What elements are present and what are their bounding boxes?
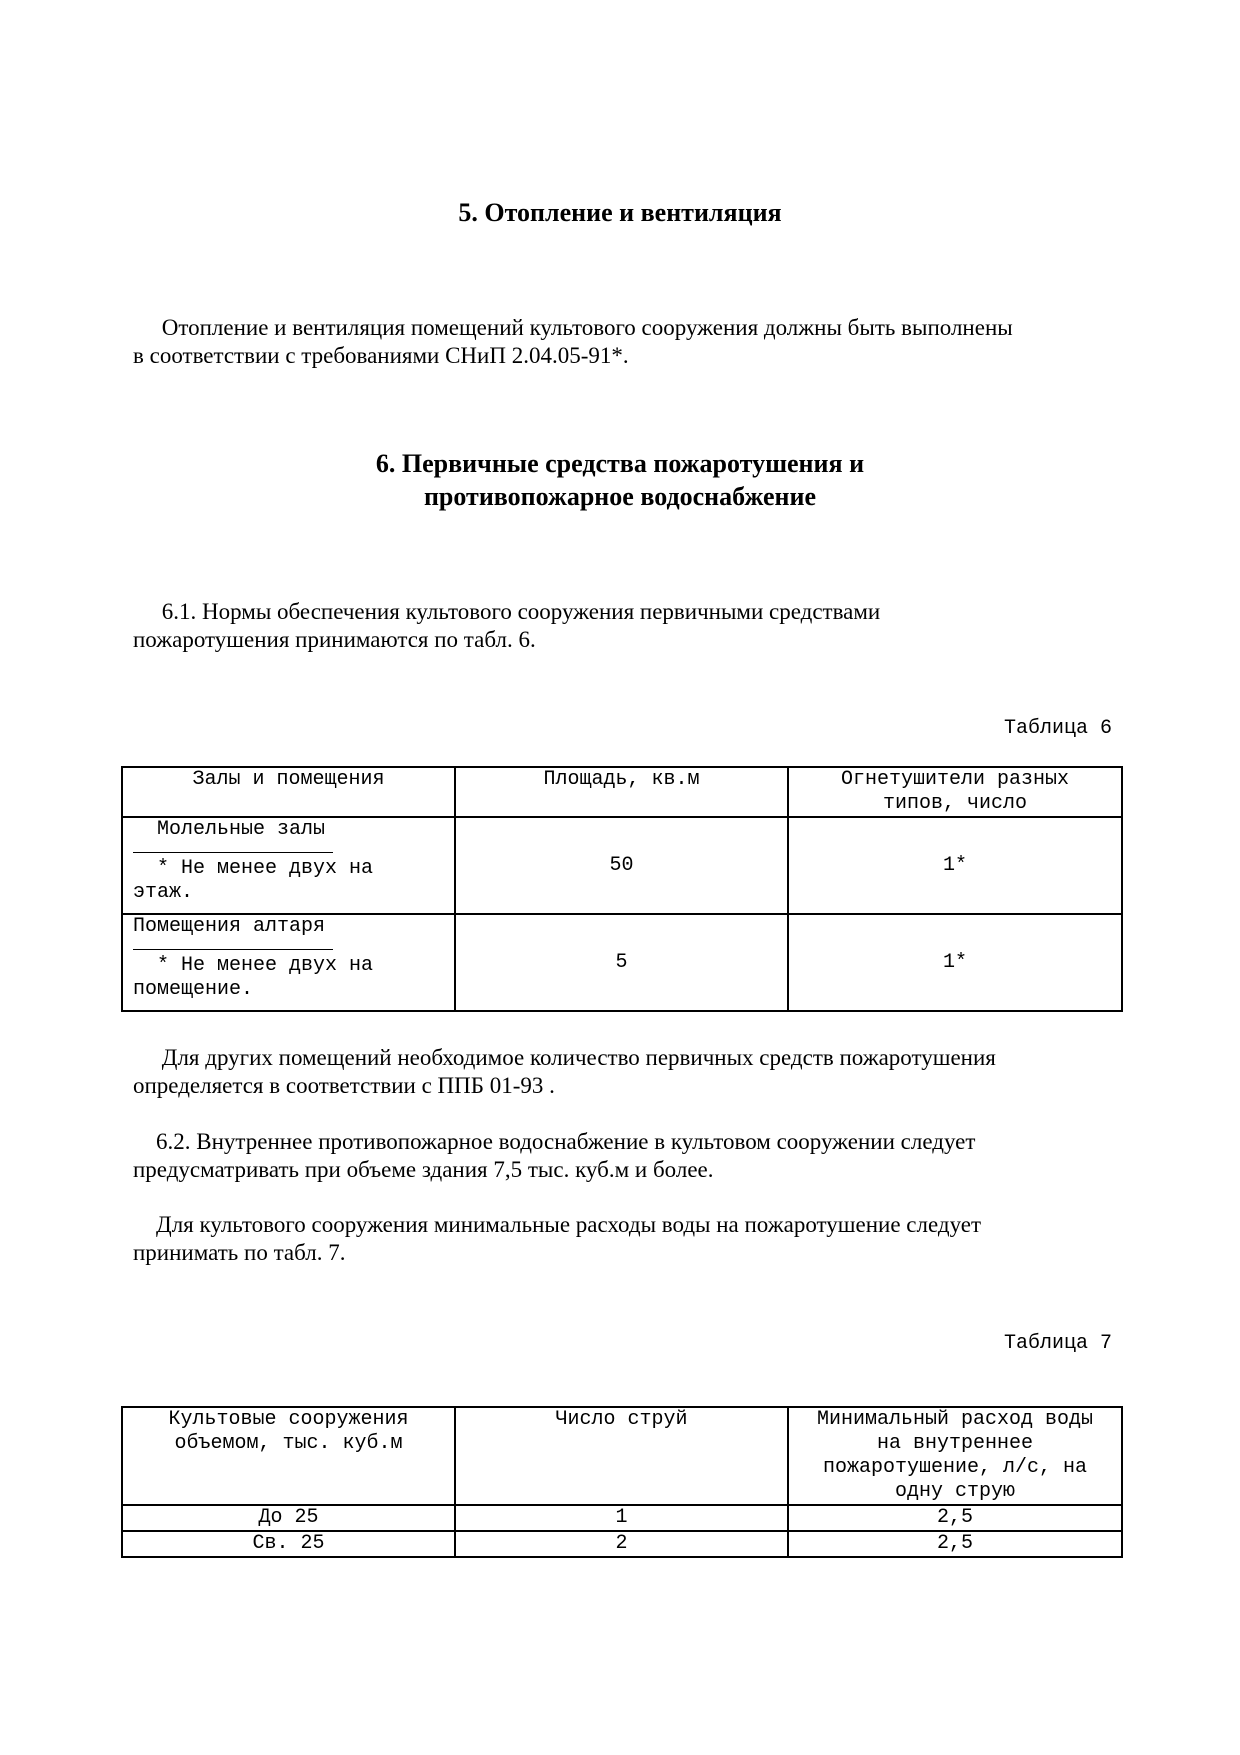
- section-6-heading: [0, 447, 1240, 513]
- table-cell: 2,5: [788, 1505, 1122, 1531]
- paragraph-line: определяется в соответствии с ППБ 01-93 .: [133, 1073, 555, 1098]
- footnote-rule: [133, 842, 333, 853]
- paragraph-line: пожаротушения принимаются по табл. 6.: [133, 627, 536, 652]
- paragraph-line: Отопление и вентиляция помещений культового сооружения должны быть выполнены: [133, 315, 1013, 340]
- paragraph-line: предусматривать при объеме здания 7,5 тыс. куб.м и более.: [133, 1157, 714, 1182]
- section-6-heading-line-2: противопожарное водоснабжение: [423, 482, 817, 511]
- table-cell: 2: [455, 1531, 788, 1557]
- section-5-paragraph: [133, 314, 1113, 370]
- footnote: * Не менее двух на: [133, 857, 374, 880]
- table-cell: 1*: [788, 914, 1122, 1011]
- paragraph-line: 6.1. Нормы обеспечения культового сооружения первичными средствами: [133, 599, 881, 624]
- table-cell: 1*: [788, 817, 1122, 914]
- table-6: [121, 766, 1123, 1012]
- footnote: помещение.: [133, 978, 254, 1001]
- table-header-row: [122, 767, 1122, 817]
- table-cell: До 25: [122, 1505, 455, 1531]
- paragraph-line: Для культового сооружения минимальные расходы воды на пожаротушение следует: [133, 1212, 982, 1237]
- room-name: Молельные залы: [133, 818, 326, 841]
- paragraph-line: принимать по табл. 7.: [133, 1240, 346, 1265]
- table-6-caption: Таблица 6: [1003, 717, 1112, 740]
- paragraph-line: Для других помещений необходимое количество первичных средств пожаротушения: [133, 1045, 996, 1070]
- table-header-cell: Площадь, кв.м: [455, 767, 788, 817]
- table-row: [122, 817, 1122, 914]
- paragraph-6-2: [133, 1128, 1113, 1184]
- footnote-rule: [133, 939, 333, 950]
- paragraph-line: 6.2. Внутреннее противопожарное водоснабжение в культовом сооружении следует: [133, 1129, 976, 1154]
- table-header-cell: Залы и помещения: [122, 767, 455, 817]
- table-header-cell: Огнетушители разных типов, число: [788, 767, 1122, 817]
- table-cell: 5: [455, 914, 788, 1011]
- table-cell: [122, 914, 455, 1011]
- table-cell: 1: [455, 1505, 788, 1531]
- table-header-cell: Число струй: [455, 1407, 788, 1505]
- table-row: [122, 1505, 1122, 1531]
- table-header-cell: Минимальный расход воды на внутреннее пожаротушение, л/с, на одну струю: [788, 1407, 1122, 1505]
- footnote: этаж.: [133, 881, 194, 904]
- table-cell: 50: [455, 817, 788, 914]
- table-cell: Св. 25: [122, 1531, 455, 1557]
- table-header-row: [122, 1407, 1122, 1505]
- section-6-heading-line-1: 6. Первичные средства пожаротушения и: [375, 449, 865, 478]
- table-cell: 2,5: [788, 1531, 1122, 1557]
- paragraph-other-rooms: [133, 1044, 1113, 1100]
- paragraph-line: в соответствии с требованиями СНиП 2.04.05-91*.: [133, 343, 629, 368]
- table-row: [122, 914, 1122, 1011]
- room-name: Помещения алтаря: [133, 915, 326, 938]
- paragraph-water-flow: [133, 1211, 1113, 1267]
- table-7: [121, 1406, 1123, 1558]
- paragraph-6-1: [133, 598, 1113, 654]
- table-row: [122, 1531, 1122, 1557]
- table-cell: [122, 817, 455, 914]
- footnote: * Не менее двух на: [133, 954, 374, 977]
- table-7-caption: Таблица 7: [1003, 1332, 1112, 1355]
- section-5-heading: 5. Отопление и вентиляция: [458, 198, 782, 227]
- table-header-cell: Культовые сооружения объемом, тыс. куб.м: [122, 1407, 455, 1505]
